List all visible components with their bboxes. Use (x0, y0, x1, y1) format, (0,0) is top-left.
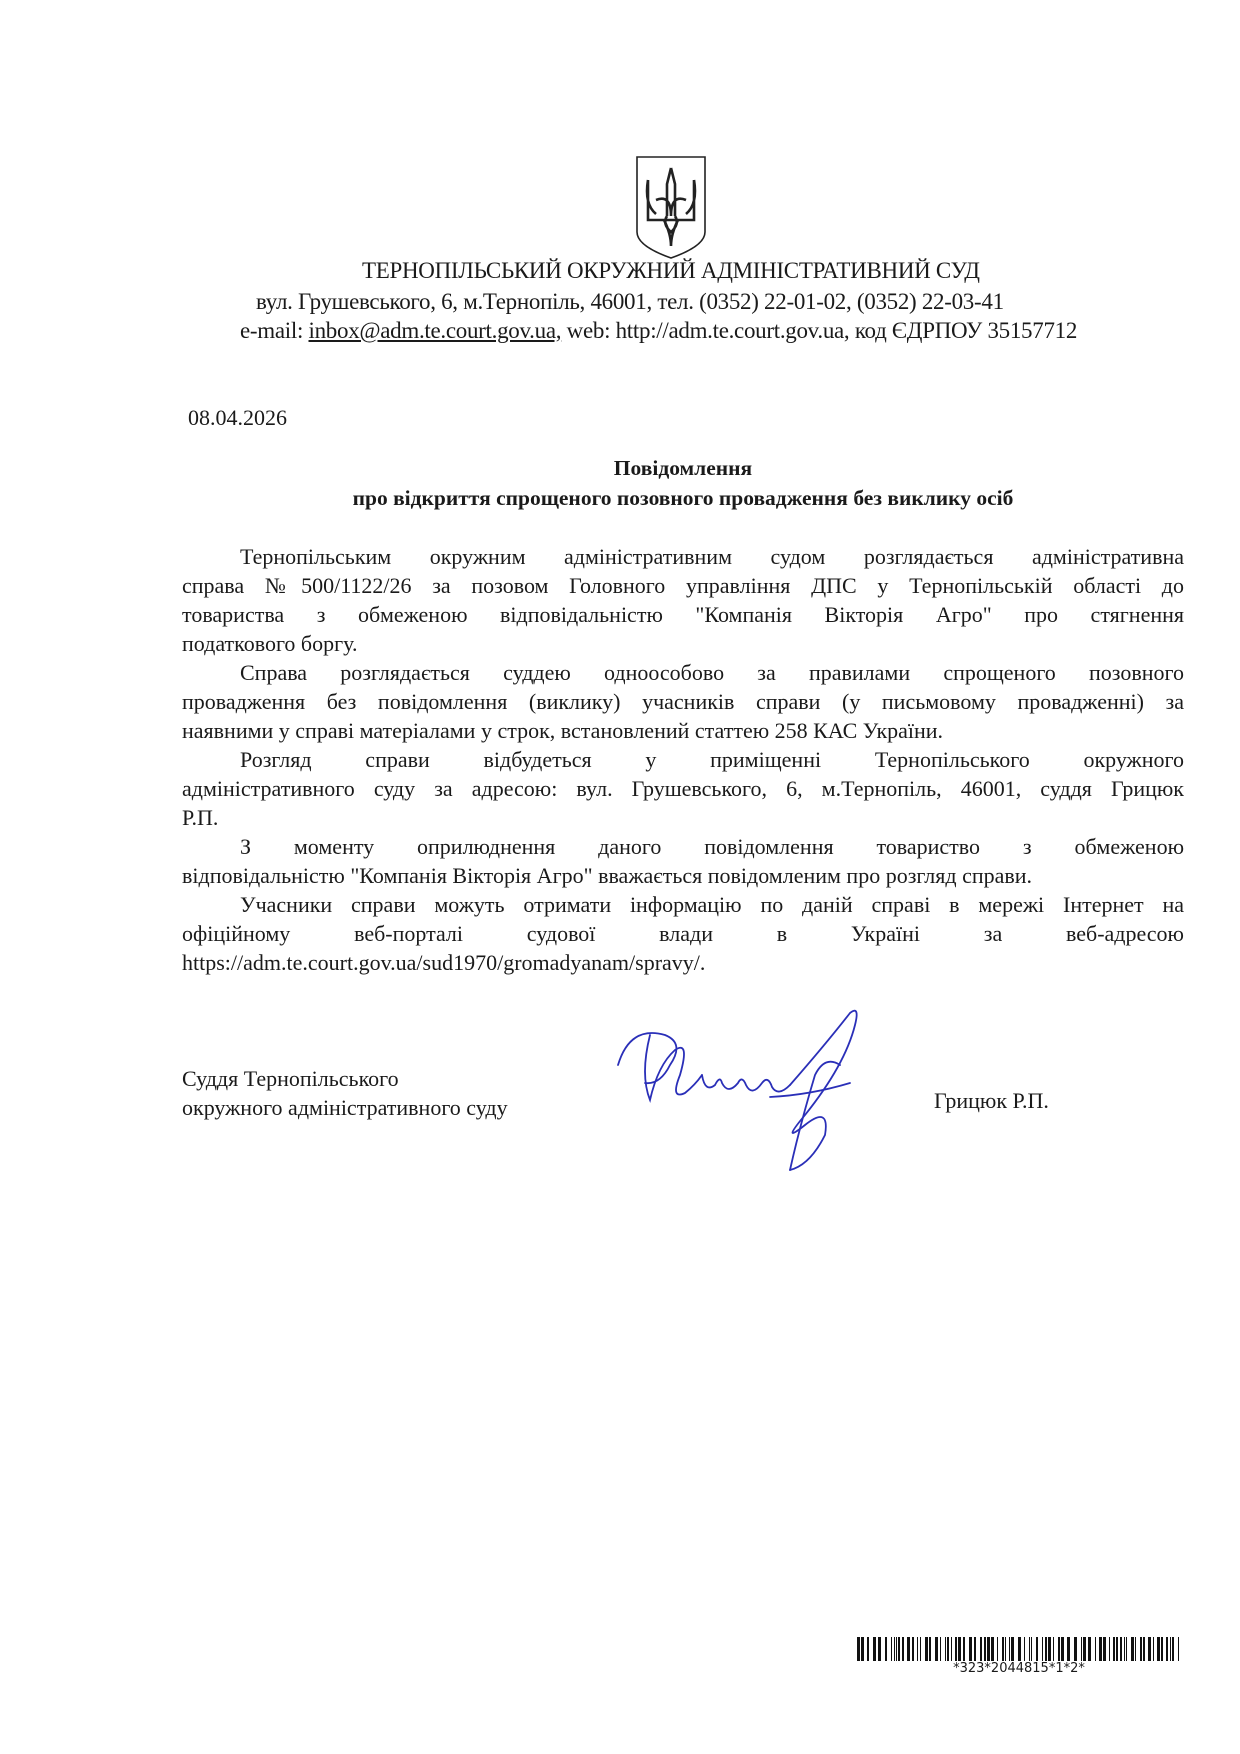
body-line: податкового боргу. (182, 631, 358, 656)
coat-of-arms-trident-icon (634, 154, 708, 260)
barcode-bar (1011, 1637, 1014, 1661)
barcode-bar (1058, 1637, 1060, 1661)
barcode-bar (1005, 1637, 1006, 1661)
barcode-bar (935, 1637, 938, 1661)
barcode (857, 1637, 1181, 1661)
barcode-bar (891, 1637, 892, 1661)
barcode-bar (1053, 1637, 1054, 1661)
barcode-bar (1088, 1637, 1091, 1661)
document-subtitle: про відкриття спрощеного позовного провадження без виклику осіб (352, 486, 1014, 510)
body-line: відповідальністю "Компанія Вікторія Агро" вважається повідомленим про розгляд справи. (182, 863, 1033, 888)
body-line: Учасники справи можуть отримати інформацію по даній справі в мережі Інтернет на (240, 892, 1184, 917)
body-line: товариства з обмеженою відповідальністю "Компанія Вікторія Агро" про стягнення (182, 602, 1184, 627)
barcode-bar (1113, 1637, 1115, 1661)
barcode-bar (1109, 1637, 1110, 1661)
barcode-bar (894, 1637, 895, 1661)
web-and-code: web: http://adm.te.court.gov.ua, код ЄДРПОУ 35157712 (561, 318, 1078, 343)
barcode-bar (1018, 1637, 1021, 1661)
barcode-bar (1157, 1637, 1160, 1661)
barcode-bar (1081, 1637, 1082, 1661)
barcode-bar (984, 1637, 986, 1661)
handwritten-signature (610, 1005, 905, 1175)
barcode-bar (947, 1637, 949, 1661)
barcode-bar (980, 1637, 982, 1661)
barcode-bar (1061, 1637, 1064, 1661)
barcode-bar (1135, 1637, 1136, 1661)
barcode-bar (1099, 1637, 1102, 1661)
barcode-bar (1143, 1637, 1145, 1661)
barcode-bar (951, 1637, 952, 1661)
signer-position-line1: Суддя Тернопільського (182, 1066, 399, 1091)
email-link[interactable]: inbox@adm.te.court.gov.ua, (308, 318, 562, 343)
barcode-bar (925, 1637, 928, 1661)
barcode-bar (958, 1637, 961, 1661)
body-line: З моменту оприлюднення даного повідомлення товариство з обмеженою (240, 834, 1184, 859)
body-line: наявними у справі матеріалами у строк, встановлений статтею 258 КАС України. (182, 718, 944, 743)
barcode-bar (1036, 1637, 1038, 1661)
document-date: 08.04.2026 (188, 405, 287, 430)
barcode-bar (857, 1637, 860, 1661)
signer-name: Грицюк Р.П. (934, 1088, 1049, 1113)
barcode-bar (917, 1637, 918, 1661)
barcode-bar (1042, 1637, 1043, 1661)
barcode-bar (963, 1637, 965, 1661)
body-line: https://adm.te.court.gov.ua/sud1970/gromadyanam/spravy/. (182, 950, 706, 975)
barcode-bar (920, 1637, 921, 1661)
body-line: Справа розглядається суддею одноособово за правилами спрощеного позовного (240, 660, 1184, 685)
barcode-bar (1002, 1637, 1004, 1661)
barcode-bar (940, 1637, 941, 1661)
court-name: ТЕРНОПІЛЬСЬКИЙ ОКРУЖНИЙ АДМІНІСТРАТИВНИЙ СУД (362, 258, 980, 283)
barcode-bar (878, 1637, 881, 1661)
signer-position-line2: окружного адміністративного суду (182, 1095, 508, 1120)
barcode-bar (997, 1637, 998, 1661)
barcode-bar (1178, 1637, 1179, 1661)
body-line: офіційному веб-порталі судової влади в Україні за веб-адресою (182, 921, 1184, 946)
barcode-bar (1166, 1637, 1168, 1661)
barcode-bar (1095, 1637, 1096, 1661)
barcode-bar (991, 1637, 994, 1661)
court-address: вул. Грушевського, 6, м.Тернопіль, 46001, тел. (0352) 22-01-02, (0352) 22-03-41 (256, 289, 1004, 314)
barcode-bar (1031, 1637, 1032, 1661)
barcode-bar (1170, 1637, 1171, 1661)
barcode-bar (1045, 1637, 1047, 1661)
email-label: e-mail: (240, 318, 309, 343)
barcode-bar (1131, 1637, 1134, 1661)
barcode-bar (969, 1637, 972, 1661)
barcode-bar (912, 1637, 914, 1661)
barcode-bar (1153, 1637, 1154, 1661)
barcode-bar (974, 1637, 976, 1661)
barcode-bar (1067, 1637, 1070, 1661)
barcode-bar (1161, 1637, 1163, 1661)
body-line: Р.П. (182, 805, 219, 830)
barcode-bar (861, 1637, 864, 1661)
barcode-bar (873, 1637, 876, 1661)
barcode-bar (1116, 1637, 1118, 1661)
barcode-bar (955, 1637, 957, 1661)
barcode-bar (896, 1637, 897, 1661)
barcode-bar (1083, 1637, 1086, 1661)
body-line: провадження без повідомлення (виклику) учасників справи (у письмовому провадженні) за (182, 689, 1184, 714)
barcode-bar (1029, 1637, 1030, 1661)
signer-position (182, 1064, 508, 1122)
barcode-bar (929, 1637, 931, 1661)
barcode-bar (1024, 1637, 1025, 1661)
document-title: Повідомлення (613, 456, 753, 480)
barcode-bar (898, 1637, 900, 1661)
body-line: справа №500/1122/26 за позовом Головного управління ДПС у Тернопільській області до (182, 573, 1184, 598)
barcode-bar (1074, 1637, 1077, 1661)
body-line: адміністративного суду за адресою: вул. Грушевського, 6, м.Тернопіль, 46001, суддя Грицюк (182, 776, 1184, 801)
body-line: Тернопільським окружним адміністративним судом розглядається адміністративна (240, 544, 1184, 569)
barcode-bar (1048, 1637, 1051, 1661)
barcode-bar (902, 1637, 904, 1661)
barcode-bar (867, 1637, 869, 1661)
barcode-bar (1124, 1637, 1125, 1661)
barcode-bar (1103, 1637, 1106, 1661)
barcode-number: *323*2044815*1*2* (953, 1661, 1085, 1676)
court-contacts (240, 318, 1077, 344)
barcode-bar (1172, 1637, 1174, 1661)
barcode-bar (1120, 1637, 1122, 1661)
barcode-bar (987, 1637, 990, 1661)
barcode-bar (885, 1637, 887, 1661)
barcode-bar (1140, 1637, 1142, 1661)
barcode-bar (1126, 1637, 1127, 1661)
barcode-bar (945, 1637, 946, 1661)
barcode-bar (907, 1637, 910, 1661)
body-line: Розгляд справи відбудеться у приміщенні Тернопільського окружного (240, 747, 1184, 772)
barcode-bar (1009, 1637, 1010, 1661)
barcode-bar (1148, 1637, 1151, 1661)
